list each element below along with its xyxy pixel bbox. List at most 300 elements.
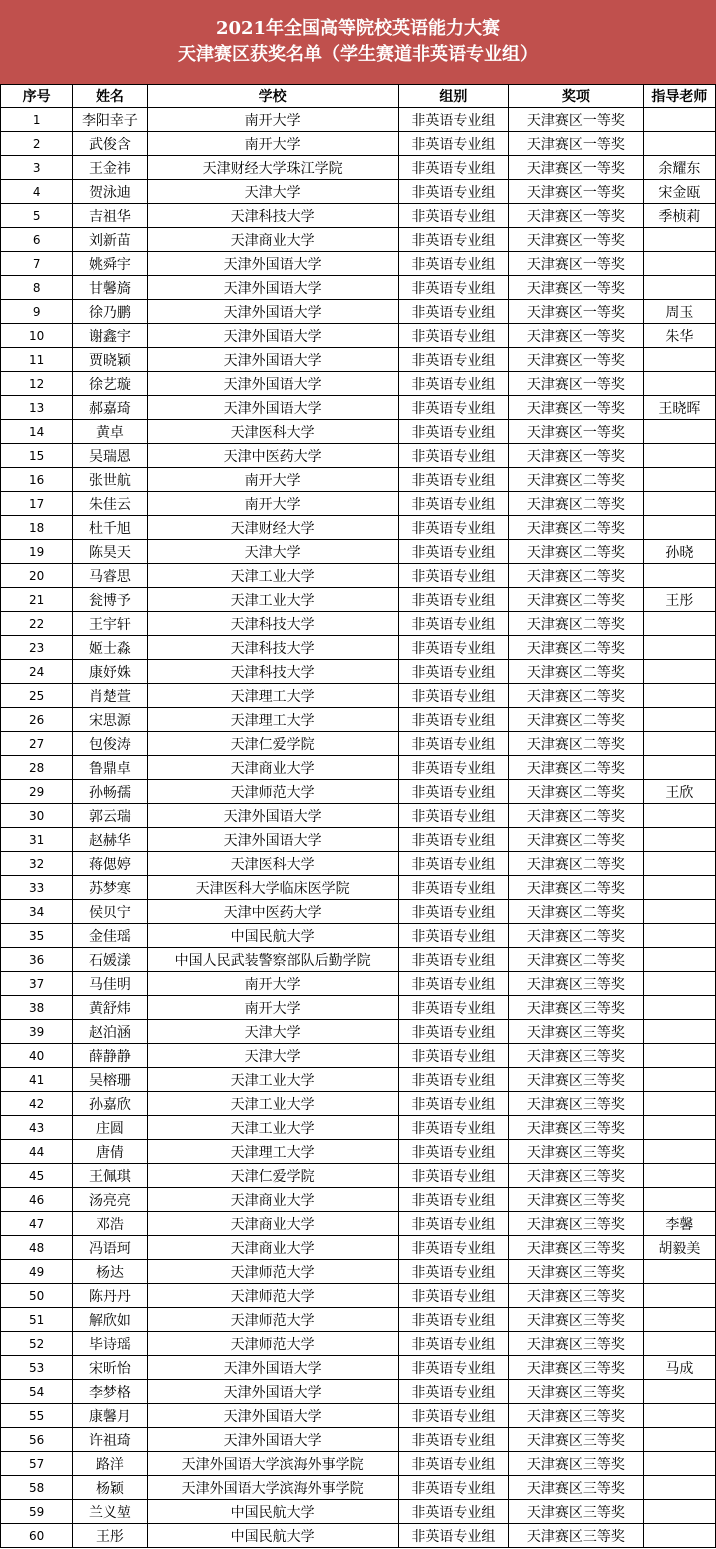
cell-name: 甘馨旖 [73,276,147,300]
cell-name: 黄舒炜 [73,996,147,1020]
cell-award: 天津赛区一等奖 [509,204,644,228]
cell-teacher [643,1332,715,1356]
cell-teacher [643,1068,715,1092]
cell-school: 天津商业大学 [147,228,398,252]
cell-number: 57 [1,1452,73,1476]
cell-school: 天津外国语大学 [147,276,398,300]
table-row [1,804,716,828]
cell-award: 天津赛区二等奖 [509,660,644,684]
cell-name: 姬士淼 [73,636,147,660]
cell-name: 陈昊天 [73,540,147,564]
cell-award: 天津赛区一等奖 [509,372,644,396]
cell-number: 40 [1,1044,73,1068]
cell-award: 天津赛区三等奖 [509,1212,644,1236]
cell-teacher [643,516,715,540]
cell-teacher [643,252,715,276]
cell-teacher [643,684,715,708]
table-row [1,780,716,804]
cell-teacher [643,924,715,948]
cell-award: 天津赛区二等奖 [509,516,644,540]
cell-number: 22 [1,612,73,636]
cell-group: 非英语专业组 [398,252,508,276]
cell-award: 天津赛区三等奖 [509,1452,644,1476]
awards-table [0,84,716,1548]
cell-school: 天津理工大学 [147,684,398,708]
cell-school: 天津商业大学 [147,1188,398,1212]
cell-name: 肖楚萱 [73,684,147,708]
column-header-teacher: 指导老师 [643,85,715,108]
table-row [1,1020,716,1044]
cell-name: 瓮博予 [73,588,147,612]
column-header-group: 组别 [398,85,508,108]
cell-award: 天津赛区三等奖 [509,1116,644,1140]
cell-name: 徐艺璇 [73,372,147,396]
cell-number: 54 [1,1380,73,1404]
cell-award: 天津赛区三等奖 [509,1332,644,1356]
cell-teacher: 余耀东 [643,156,715,180]
cell-group: 非英语专业组 [398,348,508,372]
cell-school: 南开大学 [147,492,398,516]
table-row [1,444,716,468]
cell-award: 天津赛区二等奖 [509,708,644,732]
cell-award: 天津赛区一等奖 [509,156,644,180]
cell-school: 天津工业大学 [147,1068,398,1092]
cell-group: 非英语专业组 [398,1068,508,1092]
table-row [1,1284,716,1308]
cell-teacher [643,1020,715,1044]
cell-award: 天津赛区二等奖 [509,948,644,972]
cell-award: 天津赛区二等奖 [509,588,644,612]
cell-number: 25 [1,684,73,708]
cell-group: 非英语专业组 [398,468,508,492]
cell-name: 李梦格 [73,1380,147,1404]
table-row [1,924,716,948]
cell-award: 天津赛区三等奖 [509,1284,644,1308]
table-row [1,1092,716,1116]
cell-school: 天津工业大学 [147,1092,398,1116]
cell-school: 天津师范大学 [147,780,398,804]
cell-school: 中国民航大学 [147,1524,398,1548]
cell-school: 天津中医药大学 [147,900,398,924]
cell-number: 29 [1,780,73,804]
cell-school: 天津财经大学 [147,516,398,540]
cell-number: 15 [1,444,73,468]
cell-number: 48 [1,1236,73,1260]
cell-school: 天津外国语大学 [147,1356,398,1380]
cell-group: 非英语专业组 [398,1116,508,1140]
cell-name: 杨达 [73,1260,147,1284]
cell-school: 天津大学 [147,1020,398,1044]
cell-name: 石媛漾 [73,948,147,972]
cell-number: 34 [1,900,73,924]
cell-group: 非英语专业组 [398,852,508,876]
table-row [1,900,716,924]
cell-school: 天津仁爱学院 [147,1164,398,1188]
cell-name: 马睿思 [73,564,147,588]
table-row [1,276,716,300]
table-row [1,1212,716,1236]
table-row [1,372,716,396]
cell-teacher: 马成 [643,1356,715,1380]
cell-award: 天津赛区三等奖 [509,1188,644,1212]
cell-school: 天津科技大学 [147,660,398,684]
cell-school: 中国人民武装警察部队后勤学院 [147,948,398,972]
cell-school: 天津大学 [147,180,398,204]
cell-group: 非英语专业组 [398,420,508,444]
cell-number: 45 [1,1164,73,1188]
cell-award: 天津赛区三等奖 [509,1260,644,1284]
cell-number: 53 [1,1356,73,1380]
cell-school: 天津外国语大学 [147,348,398,372]
cell-school: 天津科技大学 [147,612,398,636]
cell-name: 侯贝宁 [73,900,147,924]
cell-number: 43 [1,1116,73,1140]
cell-teacher: 王晓晖 [643,396,715,420]
cell-name: 孙畅孺 [73,780,147,804]
cell-number: 23 [1,636,73,660]
cell-group: 非英语专业组 [398,324,508,348]
cell-teacher [643,636,715,660]
cell-school: 南开大学 [147,108,398,132]
table-row [1,756,716,780]
cell-group: 非英语专业组 [398,1020,508,1044]
cell-name: 赵泊涵 [73,1020,147,1044]
cell-name: 姚舜宇 [73,252,147,276]
table-row [1,1308,716,1332]
cell-award: 天津赛区三等奖 [509,1020,644,1044]
cell-number: 8 [1,276,73,300]
cell-number: 21 [1,588,73,612]
cell-teacher: 李馨 [643,1212,715,1236]
cell-name: 庄圆 [73,1116,147,1140]
cell-number: 41 [1,1068,73,1092]
cell-teacher [643,1476,715,1500]
table-row [1,324,716,348]
cell-number: 55 [1,1404,73,1428]
cell-award: 天津赛区二等奖 [509,804,644,828]
cell-name: 金佳瑶 [73,924,147,948]
cell-group: 非英语专业组 [398,780,508,804]
cell-teacher [643,1404,715,1428]
cell-group: 非英语专业组 [398,900,508,924]
cell-award: 天津赛区一等奖 [509,252,644,276]
cell-name: 武俊含 [73,132,147,156]
table-row [1,564,716,588]
cell-number: 14 [1,420,73,444]
cell-school: 天津财经大学珠江学院 [147,156,398,180]
cell-name: 陈丹丹 [73,1284,147,1308]
cell-teacher [643,1116,715,1140]
cell-name: 许祖琦 [73,1428,147,1452]
cell-number: 52 [1,1332,73,1356]
cell-group: 非英语专业组 [398,540,508,564]
cell-name: 谢鑫宇 [73,324,147,348]
cell-school: 天津商业大学 [147,756,398,780]
cell-number: 35 [1,924,73,948]
cell-award: 天津赛区一等奖 [509,300,644,324]
cell-name: 康馨月 [73,1404,147,1428]
cell-teacher [643,420,715,444]
cell-school: 南开大学 [147,132,398,156]
cell-school: 天津外国语大学 [147,396,398,420]
cell-number: 17 [1,492,73,516]
cell-name: 马佳明 [73,972,147,996]
cell-group: 非英语专业组 [398,972,508,996]
cell-award: 天津赛区二等奖 [509,900,644,924]
cell-award: 天津赛区二等奖 [509,876,644,900]
cell-number: 51 [1,1308,73,1332]
table-row [1,1164,716,1188]
table-row [1,1428,716,1452]
cell-name: 王佩琪 [73,1164,147,1188]
cell-number: 5 [1,204,73,228]
cell-name: 朱佳云 [73,492,147,516]
page-subtitle: 天津赛区获奖名单（学生赛道非英语专业组） [178,44,538,65]
cell-award: 天津赛区一等奖 [509,108,644,132]
cell-school: 天津工业大学 [147,588,398,612]
column-header-award: 奖项 [509,85,644,108]
cell-name: 兰义堃 [73,1500,147,1524]
cell-number: 47 [1,1212,73,1236]
cell-number: 30 [1,804,73,828]
cell-number: 2 [1,132,73,156]
table-row [1,108,716,132]
cell-school: 天津工业大学 [147,1116,398,1140]
cell-teacher [643,1092,715,1116]
cell-group: 非英语专业组 [398,1044,508,1068]
cell-group: 非英语专业组 [398,1140,508,1164]
cell-number: 56 [1,1428,73,1452]
cell-teacher [643,132,715,156]
table-row [1,516,716,540]
cell-name: 宋思源 [73,708,147,732]
cell-school: 中国民航大学 [147,924,398,948]
cell-number: 59 [1,1500,73,1524]
cell-number: 39 [1,1020,73,1044]
cell-number: 50 [1,1284,73,1308]
table-row [1,396,716,420]
table-row [1,876,716,900]
cell-teacher: 周玉 [643,300,715,324]
cell-award: 天津赛区二等奖 [509,924,644,948]
cell-group: 非英语专业组 [398,948,508,972]
cell-award: 天津赛区三等奖 [509,1356,644,1380]
cell-number: 28 [1,756,73,780]
cell-award: 天津赛区一等奖 [509,324,644,348]
cell-name: 汤亮亮 [73,1188,147,1212]
cell-number: 38 [1,996,73,1020]
cell-school: 天津外国语大学 [147,252,398,276]
cell-award: 天津赛区一等奖 [509,228,644,252]
cell-number: 42 [1,1092,73,1116]
cell-award: 天津赛区二等奖 [509,684,644,708]
cell-number: 18 [1,516,73,540]
cell-teacher [643,900,715,924]
cell-number: 58 [1,1476,73,1500]
cell-teacher [643,732,715,756]
cell-group: 非英语专业组 [398,228,508,252]
cell-group: 非英语专业组 [398,516,508,540]
cell-group: 非英语专业组 [398,1404,508,1428]
cell-name: 蒋偲婷 [73,852,147,876]
cell-school: 天津医科大学临床医学院 [147,876,398,900]
cell-award: 天津赛区三等奖 [509,1500,644,1524]
cell-group: 非英语专业组 [398,1284,508,1308]
cell-teacher [643,276,715,300]
cell-name: 唐倩 [73,1140,147,1164]
cell-name: 毕诗瑶 [73,1332,147,1356]
cell-award: 天津赛区二等奖 [509,852,644,876]
cell-number: 49 [1,1260,73,1284]
table-row [1,948,716,972]
page-title: 2021年全国高等院校英语能力大赛 [215,18,501,39]
cell-award: 天津赛区一等奖 [509,444,644,468]
cell-award: 天津赛区三等奖 [509,1236,644,1260]
cell-award: 天津赛区三等奖 [509,1380,644,1404]
cell-teacher [643,492,715,516]
cell-group: 非英语专业组 [398,180,508,204]
cell-name: 贺泳迪 [73,180,147,204]
cell-teacher [643,1260,715,1284]
cell-number: 33 [1,876,73,900]
cell-number: 36 [1,948,73,972]
cell-name: 徐乃鹏 [73,300,147,324]
cell-teacher [643,972,715,996]
cell-school: 天津师范大学 [147,1332,398,1356]
cell-number: 12 [1,372,73,396]
cell-number: 32 [1,852,73,876]
table-row [1,1140,716,1164]
cell-group: 非英语专业组 [398,1164,508,1188]
cell-teacher [643,660,715,684]
cell-teacher: 王彤 [643,588,715,612]
cell-number: 3 [1,156,73,180]
cell-group: 非英语专业组 [398,492,508,516]
table-row [1,156,716,180]
cell-group: 非英语专业组 [398,708,508,732]
cell-school: 天津外国语大学滨海外事学院 [147,1476,398,1500]
cell-group: 非英语专业组 [398,924,508,948]
table-row [1,1380,716,1404]
cell-group: 非英语专业组 [398,660,508,684]
cell-award: 天津赛区三等奖 [509,972,644,996]
cell-school: 天津科技大学 [147,636,398,660]
cell-school: 天津医科大学 [147,420,398,444]
cell-name: 郝嘉琦 [73,396,147,420]
cell-name: 黄卓 [73,420,147,444]
cell-group: 非英语专业组 [398,1428,508,1452]
table-row [1,540,716,564]
cell-teacher: 朱华 [643,324,715,348]
cell-teacher [643,1428,715,1452]
header-row [1,85,716,108]
table-row [1,1068,716,1092]
cell-group: 非英语专业组 [398,636,508,660]
cell-school: 中国民航大学 [147,1500,398,1524]
cell-group: 非英语专业组 [398,1188,508,1212]
cell-school: 天津工业大学 [147,564,398,588]
table-row [1,180,716,204]
cell-teacher [643,612,715,636]
cell-teacher [643,876,715,900]
cell-group: 非英语专业组 [398,684,508,708]
cell-award: 天津赛区三等奖 [509,1476,644,1500]
cell-number: 24 [1,660,73,684]
table-row [1,1116,716,1140]
cell-number: 20 [1,564,73,588]
cell-school: 天津商业大学 [147,1236,398,1260]
cell-school: 天津外国语大学 [147,324,398,348]
table-row [1,1524,716,1548]
table-row [1,1500,716,1524]
column-header-school: 学校 [147,85,398,108]
cell-award: 天津赛区三等奖 [509,1044,644,1068]
cell-school: 天津商业大学 [147,1212,398,1236]
table-row [1,852,716,876]
cell-group: 非英语专业组 [398,300,508,324]
cell-award: 天津赛区二等奖 [509,732,644,756]
cell-group: 非英语专业组 [398,1260,508,1284]
cell-group: 非英语专业组 [398,1212,508,1236]
cell-school: 天津科技大学 [147,204,398,228]
cell-teacher: 孙晓 [643,540,715,564]
cell-group: 非英语专业组 [398,444,508,468]
cell-number: 37 [1,972,73,996]
cell-name: 吴榕珊 [73,1068,147,1092]
cell-number: 1 [1,108,73,132]
table-row [1,420,716,444]
cell-teacher [643,996,715,1020]
cell-award: 天津赛区一等奖 [509,420,644,444]
cell-number: 6 [1,228,73,252]
cell-teacher [643,1524,715,1548]
table-row [1,828,716,852]
cell-award: 天津赛区二等奖 [509,564,644,588]
cell-award: 天津赛区三等奖 [509,1140,644,1164]
cell-teacher: 王欣 [643,780,715,804]
cell-number: 13 [1,396,73,420]
table-row [1,132,716,156]
cell-name: 刘新苗 [73,228,147,252]
cell-school: 天津中医药大学 [147,444,398,468]
table-row [1,684,716,708]
cell-teacher [643,828,715,852]
cell-school: 天津外国语大学 [147,828,398,852]
cell-award: 天津赛区三等奖 [509,1404,644,1428]
cell-group: 非英语专业组 [398,1356,508,1380]
cell-name: 杜千旭 [73,516,147,540]
cell-school: 天津外国语大学 [147,300,398,324]
cell-award: 天津赛区二等奖 [509,780,644,804]
cell-name: 王宇轩 [73,612,147,636]
cell-number: 26 [1,708,73,732]
column-header-number: 序号 [1,85,73,108]
cell-group: 非英语专业组 [398,1524,508,1548]
cell-award: 天津赛区三等奖 [509,1428,644,1452]
cell-school: 天津师范大学 [147,1284,398,1308]
cell-school: 南开大学 [147,996,398,1020]
cell-name: 杨颖 [73,1476,147,1500]
cell-group: 非英语专业组 [398,876,508,900]
cell-award: 天津赛区二等奖 [509,828,644,852]
cell-name: 苏梦寒 [73,876,147,900]
cell-teacher [643,1140,715,1164]
cell-name: 李阳幸子 [73,108,147,132]
cell-group: 非英语专业组 [398,756,508,780]
table-row [1,1452,716,1476]
column-header-name: 姓名 [73,85,147,108]
cell-teacher [643,708,715,732]
